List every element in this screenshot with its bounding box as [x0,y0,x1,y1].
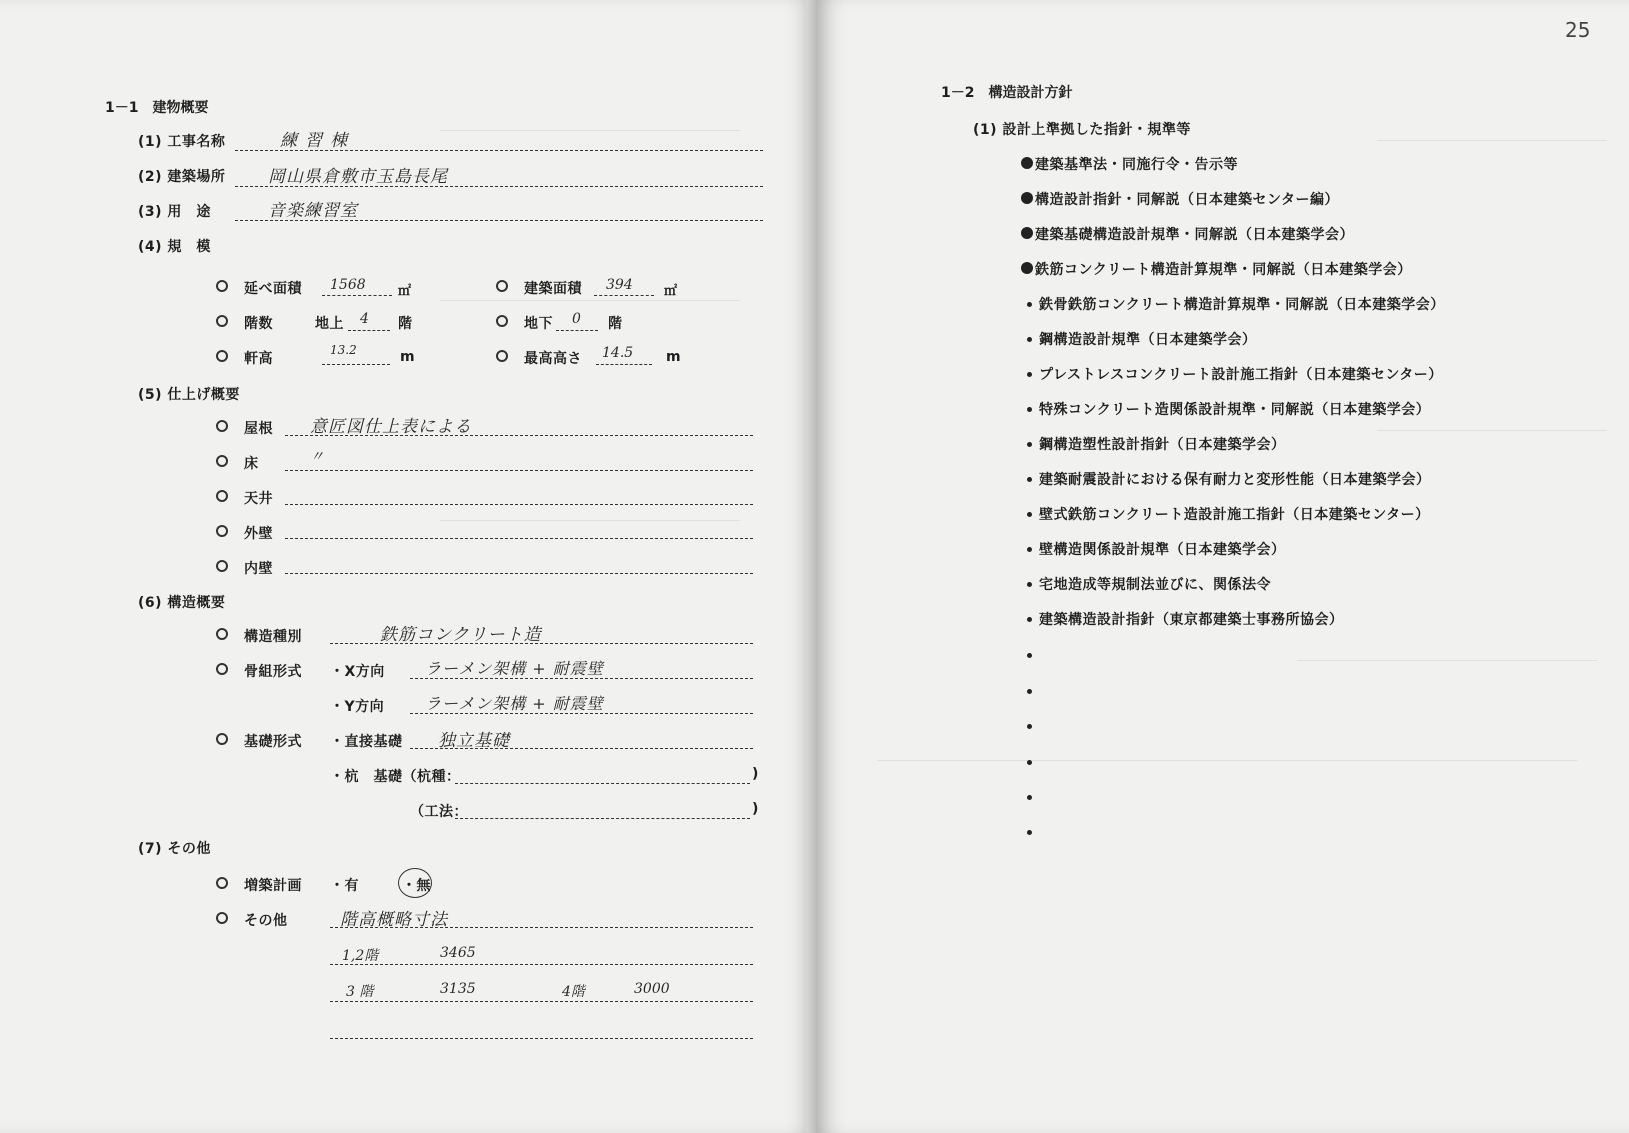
usage-label: (3) 用 途 [138,204,211,220]
circle-bullet [216,912,228,924]
direct-line [410,748,753,749]
empty-bullet-icon [1027,724,1032,729]
bullet-icon [1027,477,1032,482]
total-area-value: 1568 [330,277,366,293]
location-line [235,186,763,187]
check-mark-icon [1021,192,1033,204]
check-mark-icon [1021,262,1033,274]
check-mark-icon [1021,157,1033,169]
max-height-label: 最高高さ [524,351,582,367]
circle-bullet [216,663,228,675]
standard-item: 特殊コンクリート造関係設計規準・同解説（日本建築学会） [1039,402,1431,418]
misc-line2-rule [330,964,753,965]
floor-label: 床 [244,456,259,472]
building-area-unit: ㎡ [664,284,678,299]
circle-bullet [496,350,508,362]
location-value: 岡山県倉敷市玉島長尾 [268,167,448,187]
standard-item: 宅地造成等規制法並びに、関係法令 [1039,577,1271,593]
total-area-line [322,295,392,296]
roof-line [285,435,753,436]
pile-line [455,783,750,784]
standard-item: 壁式鉄筋コンクリート造設計施工指針（日本建築センター） [1039,507,1430,523]
circle-bullet [496,280,508,292]
ceiling-label: 天井 [244,491,273,507]
bullet-icon [1027,547,1032,552]
bullet-icon [1027,372,1032,377]
section-title: 1－1 建物概要 [105,100,209,116]
foundation-label: 基礎形式 [244,734,302,750]
pile-close: ) [752,766,759,782]
sub-title: (1) 設計上準拠した指針・規準等 [973,122,1191,138]
circle-bullet [216,628,228,640]
method-close: ) [752,801,759,817]
floors-label: 階数 [244,316,273,332]
circle-bullet [216,733,228,745]
standard-item: 建築基準法・同施行令・告示等 [1035,157,1238,173]
bullet-icon [1027,337,1032,342]
max-height-line [596,364,652,365]
misc-line3-rule [330,1001,753,1002]
building-area-label: 建築面積 [524,281,582,297]
method-label: （工法： [410,804,468,820]
x-dir-label: ・X方向 [330,664,385,680]
empty-bullet-icon [1027,795,1032,800]
standard-item: 建築基礎構造設計規準・同解説（日本建築学会） [1035,227,1354,243]
project-name-value: 練習棟 [280,131,355,151]
roof-value: 意匠図仕上表による [310,417,472,437]
bullet-icon [1027,442,1032,447]
circle-bullet [216,525,228,537]
interior-line [285,573,753,574]
circle-bullet [216,560,228,572]
building-area-value: 394 [606,277,633,293]
floor-line [285,470,753,471]
frame-label: 骨組形式 [244,664,302,680]
x-dir-value: ラーメン架構 + 耐震壁 [425,659,604,678]
standard-item: プレストレスコンクリート設計施工指針（日本建築センター） [1039,367,1443,383]
empty-bullet-icon [1027,830,1032,835]
bullet-icon [1027,617,1032,622]
x-dir-line [410,678,753,679]
extension-label: 増築計画 [244,878,302,894]
circle-bullet [216,315,228,327]
interior-label: 内壁 [244,561,273,577]
misc-line1-rule [330,927,753,928]
circle-bullet [216,877,228,889]
empty-bullet-icon [1027,653,1032,658]
standard-item: 建築構造設計指針（東京都建築士事務所協会） [1039,612,1344,628]
misc-line3-floor4: 4階 [562,984,585,1000]
building-area-line [594,295,654,296]
circle-bullet [216,455,228,467]
misc-line4-rule [330,1038,753,1039]
floor-value: 〃 [310,449,324,465]
standard-item: 構造設計指針・同解説（日本建築センター編） [1035,192,1339,208]
basement-line [556,330,598,331]
misc-line3-floor: 3 階 [346,984,374,1000]
misc-line2-height: 3465 [440,945,476,961]
check-mark-icon [1021,227,1033,239]
standard-item: 鉄筋コンクリート構造計算規準・同解説（日本建築学会） [1035,262,1412,278]
eave-height-value: 13.2 [330,343,357,357]
extension-yes: ・有 [330,878,359,894]
direct-value: 独立基礎 [438,731,510,751]
scale-label: (4) 規 模 [138,239,211,255]
empty-bullet-icon [1027,760,1032,765]
pile-label: ・杭 基礎（杭種： [330,769,461,785]
exterior-line [285,538,753,539]
standard-item: 鋼構造設計規準（日本建築学会） [1039,332,1257,348]
extension-no: ・無 [402,878,431,894]
max-height-unit: m [666,349,682,365]
basement-unit: 階 [608,316,623,332]
bullet-icon [1027,302,1032,307]
floors-line [348,330,390,331]
other-label: (7) その他 [138,841,211,857]
floors-prefix: 地上 [315,316,344,332]
location-label: (2) 建築場所 [138,169,226,185]
section-title: 1－2 構造設計方針 [941,85,1073,101]
finish-label: (5) 仕上げ概要 [138,387,240,403]
bullet-icon [1027,407,1032,412]
y-dir-line [410,713,753,714]
project-name-line [235,150,763,151]
y-dir-value: ラーメン架構 + 耐震壁 [425,694,604,713]
structure-type-value: 鉄筋コンクリート造 [380,625,542,645]
eave-height-line [322,364,390,365]
structure-type-line [330,643,753,644]
circle-bullet [216,490,228,502]
standard-item: 鉄骨鉄筋コンクリート構造計算規準・同解説（日本建築学会） [1039,297,1445,313]
standard-item: 壁構造関係設計規準（日本建築学会） [1039,542,1286,558]
ceiling-line [285,504,753,505]
circle-bullet [216,280,228,292]
direct-label: ・直接基礎 [330,734,403,750]
floors-unit: 階 [398,316,413,332]
project-name-label: (1) 工事名称 [138,134,226,150]
misc-label: その他 [244,913,288,929]
basement-value: 0 [572,311,581,327]
circle-bullet [216,420,228,432]
eave-height-unit: m [400,349,416,365]
empty-bullet-icon [1027,689,1032,694]
page-number: 25 [1565,18,1591,42]
structure-type-label: 構造種別 [244,629,302,645]
y-dir-label: ・Y方向 [330,699,385,715]
structure-label: (6) 構造概要 [138,595,226,611]
standard-item: 鋼構造塑性設計指針（日本建築学会） [1039,437,1286,453]
basement-label: 地下 [524,316,553,332]
standard-item: 建築耐震設計における保有耐力と変形性能（日本建築学会） [1039,472,1431,488]
roof-label: 屋根 [244,421,273,437]
usage-line [235,220,763,221]
bullet-icon [1027,512,1032,517]
circle-bullet [216,350,228,362]
misc-line1: 階高概略寸法 [340,910,448,930]
method-line [455,818,750,819]
exterior-label: 外壁 [244,526,273,542]
total-area-label: 延べ面積 [244,281,302,297]
right-page [817,0,1629,1133]
bullet-icon [1027,582,1032,587]
eave-height-label: 軒高 [244,351,273,367]
misc-line3-height: 3135 [440,981,476,997]
max-height-value: 14.5 [602,345,634,361]
total-area-unit: ㎡ [398,284,412,299]
floors-value: 4 [360,311,369,327]
usage-value: 音楽練習室 [268,201,358,221]
circle-bullet [496,315,508,327]
misc-line3-height4: 3000 [634,981,670,997]
misc-line2-floors: 1,2階 [342,948,379,964]
